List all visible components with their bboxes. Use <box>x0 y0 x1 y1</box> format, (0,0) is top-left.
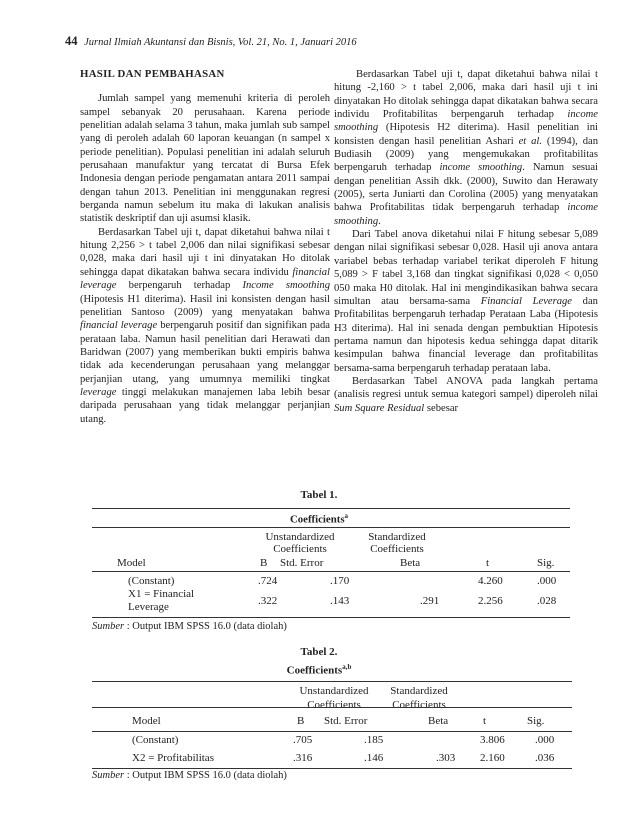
paragraph-2: Berdasarkan Tabel uji t, dapat diketahui bahwa nilai t hitung 2,256 > t tabel 2,006 dan nilai signifikasi sebesar 0,028, maka dari hasil uji t ini dinyatakan Ho ditolak sehingga dapat dikatakan bahwa secara individu financial leverage berpengaruh terhadap Income smoothing (Hipotesis H1 diterima). Hasil ini konsisten dengan hasil penelitian Santoso (2009) yang menyatakan bahwa financial leverage berpengaruh positif dan signifikan pada perataan laba. Namun hasil penelitian dari Herawati dan Baridwan (2007) yang memberikan bukti empiris bahwa tidak ada kecenderungan perusahaan yang melanggar perjanjian utang, yang umumnya memiliki tingkat leverage tinggi melakukan manajemen laba lebih besar daripada perusahaan yang tidak melanggar perjanjian utang. <box>80 226 331 425</box>
table1-source: Sumber : Output IBM SPSS 16.0 (data diolah) <box>92 621 287 632</box>
table1-col-t: t <box>486 557 490 569</box>
table1-col-beta: Beta <box>400 557 421 569</box>
table2-caption: Tabel 2. <box>300 646 338 658</box>
table2-rule-bottom <box>92 768 572 769</box>
table2-col-sig: Sig. <box>527 715 545 727</box>
table2: Coefficients$^{a,b}$ Unstandardized Coefficients Standardized Coefficients Model B Std. Error Beta t Sig. (Constant) .705 .185 3.806 .000 X2 = Profitabilitas .316 .146 .303 2.160 .036 <box>0 0 638 826</box>
table2-col-beta: Beta <box>428 715 449 727</box>
table2-col-model: Model <box>132 715 161 727</box>
table2-col-se: Std. Error <box>324 715 368 727</box>
table1-col-model: Model <box>117 557 146 569</box>
journal-title: Jurnal Ilmiah Akuntansi dan Bisnis, Vol. 21, No. 1, Januari 2016 <box>84 37 357 48</box>
table2-rule-group <box>92 707 572 708</box>
table1-col-sig: Sig. <box>537 557 555 569</box>
table2-group-unstd: Unstandardized Coefficients <box>299 685 369 711</box>
table1-group-std: Standardized Coefficients <box>368 531 426 555</box>
table2-col-b: B <box>297 715 305 727</box>
table1: Coefficients$^a$ Unstandardized Coefficients Standardized Coefficients Model B Std. Error Beta t Sig. (Constant) .724 .170 4.260 .000 X1 = Financial Leverage .322 .143 .291 2.256 .028 <box>0 0 638 826</box>
table2-title: Coefficients$^{a,b}$ <box>286 663 352 677</box>
table1-title: Coefficients$^a$ <box>289 512 349 526</box>
table2-group-std: Standardized Coefficients <box>390 685 448 711</box>
table2-rule-title <box>92 681 572 682</box>
paragraph-3: Berdasarkan Tabel uji t, dapat diketahui bahwa nilai t hitung -2,160 > t tabel 2,006, maka dari hasil uji t ini dinyatakan Ho ditolak sehingga dapat dikatakan bahwa secara individu Profitabilitas berpengaruh terhadap income smoothing (Hipotesis H2 diterima). Hasil penelitian ini konsisten dengan hasil penelitian Ashari et al. (1994), dan Budiasih (2009) yang mengemukakan profitabilitas berpengaruh terhadap income smoothing. Namun sesuai dengan penelitian Assih dkk. (2000), Suwito dan Herawaty (2005), serta Juniarti dan Corolina (2005) yang menyatakan bahwa Profitabilitas tidak berpengaruh terhadap income smoothing. <box>334 69 598 227</box>
section-heading: HASIL DAN PEMBAHASAN <box>80 68 225 80</box>
table1-col-se: Std. Error <box>280 557 324 569</box>
paragraph-5: Berdasarkan Tabel ANOVA pada langkah pertama (analisis regresi untuk semua kategori sampel) diperoleh nilai Sum Square Residual sebesar <box>334 375 598 414</box>
paragraph-4: Dari Tabel anova diketahui nilai F hitung sebesar 5,089 dengan nilai signifikasi sebesar 0,028. Hasil uji anova antara variabel bebas terhadap variabel terikat diperoleh F hitung 5,089 > F tabel 3,168 dan tingkat signifikasi 0,028 < 0,050 050 maka H0 ditolak. Hal ini mengindikasikan bahwa secara simultan atau bersama-sama Financial Leverage dan Profitabilitas berpengaruh terhadap Perataan Laba (Hipotesis H3 diterima). Hal ini senada dengan pembuktian Hipotesis pertama namun dan hipotesis kedua sehingga dapat ditarik kesimpulan bahwa financial leverage dan profitabilitas bersama-sama berpengaruh terhadap perataan laba. <box>334 229 598 374</box>
table2-source: Sumber : Output IBM SPSS 16.0 (data diolah) <box>92 770 287 781</box>
table1-group-unstd: Unstandardized Coefficients <box>265 531 335 555</box>
table2-col-t: t <box>483 715 487 727</box>
table1-caption: Tabel 1. <box>300 489 338 501</box>
table1-col-b: B <box>260 557 268 569</box>
page-number: 44 <box>65 34 78 48</box>
paragraph-1: Jumlah sampel yang memenuhi kriteria di peroleh sampel sebanyak 20 perusahaan. Karena periode penelitian adalah selama 3 tahun, maka jumlah sub sampel yang di peroleh adalah 60 laporan keuangan (n sampel x periode penelitian). Populasi penelitian ini adalah seluruh perusahaan manufaktur yang tercatat di Bursa Efek Indonesia dengan periode pengamatan antara 2011 sampai dengan tahun 2013. Penelitian ini menggunakan regresi berganda namun sebelum itu maka di lakukan analisis statistik deskriptif dan uji asumsi klasik. <box>80 93 330 225</box>
table2-rule-head <box>92 731 572 732</box>
